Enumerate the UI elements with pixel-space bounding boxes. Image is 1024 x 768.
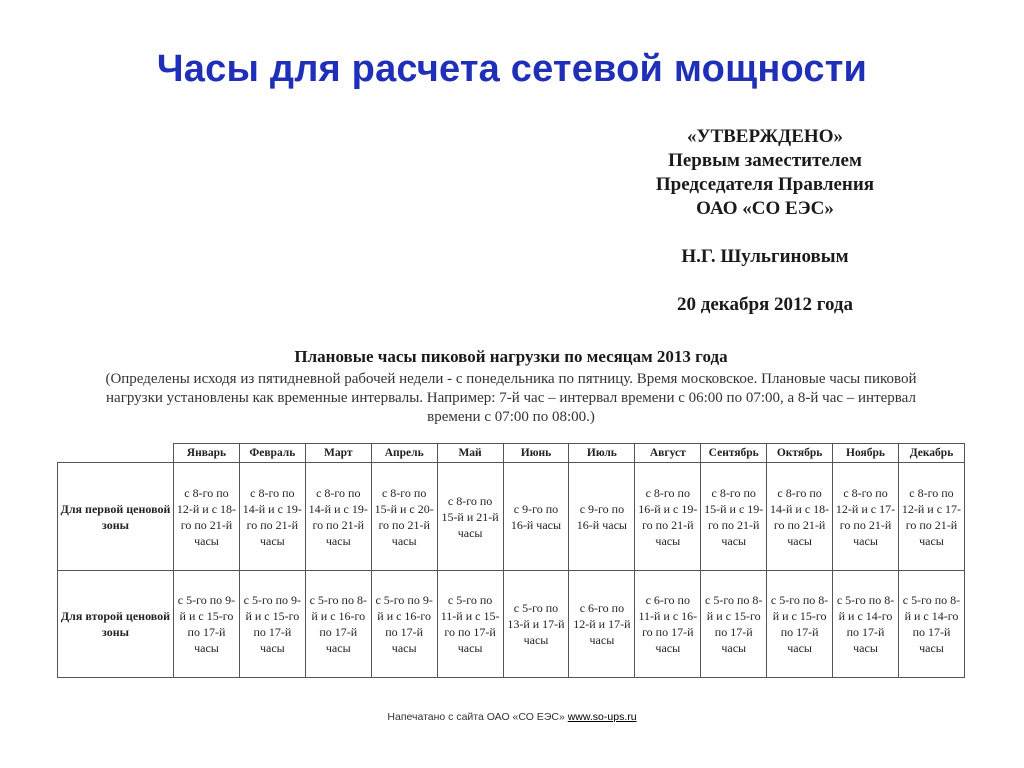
- table-cell: с 8-го по 12-й и с 17-го по 21-й часы: [898, 463, 964, 571]
- table-corner-cell: [58, 444, 174, 463]
- approval-position-line-1: Первым заместителем: [668, 150, 862, 171]
- table-cell: с 8-го по 15-й и 21-й часы: [437, 463, 503, 571]
- slide-title: Часы для расчета сетевой мощности: [156, 48, 868, 90]
- table-cell: с 5-го по 8-й и с 15-го по 17-й часы: [767, 571, 833, 678]
- table-cell: с 8-го по 15-й и с 20-го по 21-й часы: [371, 463, 437, 571]
- month-header: Февраль: [239, 444, 305, 463]
- approval-name: Н.Г. Шульгиновым: [681, 246, 849, 267]
- zone-label: Для второй ценовой зоны: [58, 571, 174, 678]
- approval-block: [640, 125, 890, 317]
- table-cell: с 9-го по 16-й часы: [503, 463, 569, 571]
- document-subtitle: (Определены исходя из пятидневной рабочей недели - с понедельника по пятницу. Время московское. Плановые часы пиковой нагрузки установлены как временные интервалы. Например: 7-й час – интервал времени с 06:00 по 07:00, а 8-й час – интервал времени с 07:00 по 08:00.): [105, 371, 917, 425]
- month-header: Апрель: [371, 444, 437, 463]
- table-cell: с 5-го по 8-й и с 15-го по 17-й часы: [701, 571, 767, 678]
- table-cell: с 5-го по 8-й и с 14-го по 17-й часы: [833, 571, 899, 678]
- table-cell: с 8-го по 14-й и с 19-го по 21-й часы: [239, 463, 305, 571]
- footer-text: Напечатано с сайта ОАО «СО ЕЭС»: [387, 711, 565, 723]
- footer-site-link[interactable]: www.so-ups.ru: [567, 711, 637, 723]
- table-cell: с 8-го по 15-й и с 19-го по 21-й часы: [701, 463, 767, 571]
- table-header-row: [58, 444, 965, 463]
- month-header: Январь: [174, 444, 240, 463]
- table-cell: с 8-го по 12-й и с 17-го по 21-й часы: [833, 463, 899, 571]
- zone-label: Для первой ценовой зоны: [58, 463, 174, 571]
- approval-position-line-2: Председателя Правления: [655, 174, 875, 195]
- approval-date: 20 декабря 2012 года: [676, 294, 854, 315]
- month-header: Ноябрь: [833, 444, 899, 463]
- table-cell: с 5-го по 8-й и с 14-го по 17-й часы: [898, 571, 964, 678]
- approval-organization: ОАО «СО ЕЭС»: [696, 198, 834, 219]
- table-cell: с 6-го по 12-й и 17-й часы: [569, 571, 635, 678]
- month-header: Декабрь: [898, 444, 964, 463]
- month-header: Июль: [569, 444, 635, 463]
- table-row-first-zone: [58, 463, 965, 571]
- month-header: Август: [635, 444, 701, 463]
- document-title: Плановые часы пиковой нагрузки по месяцам 2013 года: [294, 347, 728, 366]
- table-cell: с 5-го по 13-й и 17-й часы: [503, 571, 569, 678]
- peak-hours-table: [57, 443, 965, 678]
- table-cell: с 8-го по 16-й и с 19-го по 21-й часы: [635, 463, 701, 571]
- table-cell: с 8-го по 14-й и с 18-го по 21-й часы: [767, 463, 833, 571]
- month-header: Май: [437, 444, 503, 463]
- table-cell: с 6-го по 11-й и с 16-го по 17-й часы: [635, 571, 701, 678]
- footer: [0, 711, 1024, 723]
- approval-heading: «УТВЕРЖДЕНО»: [687, 126, 843, 147]
- table-cell: с 9-го по 16-й часы: [569, 463, 635, 571]
- month-header: Июнь: [503, 444, 569, 463]
- month-header: Октябрь: [767, 444, 833, 463]
- table-cell: с 5-го по 9-й и с 15-го по 17-й часы: [174, 571, 240, 678]
- table-cell: с 5-го по 11-й и с 15-го по 17-й часы: [437, 571, 503, 678]
- month-header: Март: [305, 444, 371, 463]
- table-cell: с 5-го по 8-й и с 16-го по 17-й часы: [305, 571, 371, 678]
- table-cell: с 5-го по 9-й и с 15-го по 17-й часы: [239, 571, 305, 678]
- table-cell: с 5-го по 9-й и с 16-го по 17-й часы: [371, 571, 437, 678]
- table-cell: с 8-го по 12-й и с 18-го по 21-й часы: [174, 463, 240, 571]
- table-cell: с 8-го по 14-й и с 19-го по 21-й часы: [305, 463, 371, 571]
- table-row-second-zone: [58, 571, 965, 678]
- month-header: Сентябрь: [701, 444, 767, 463]
